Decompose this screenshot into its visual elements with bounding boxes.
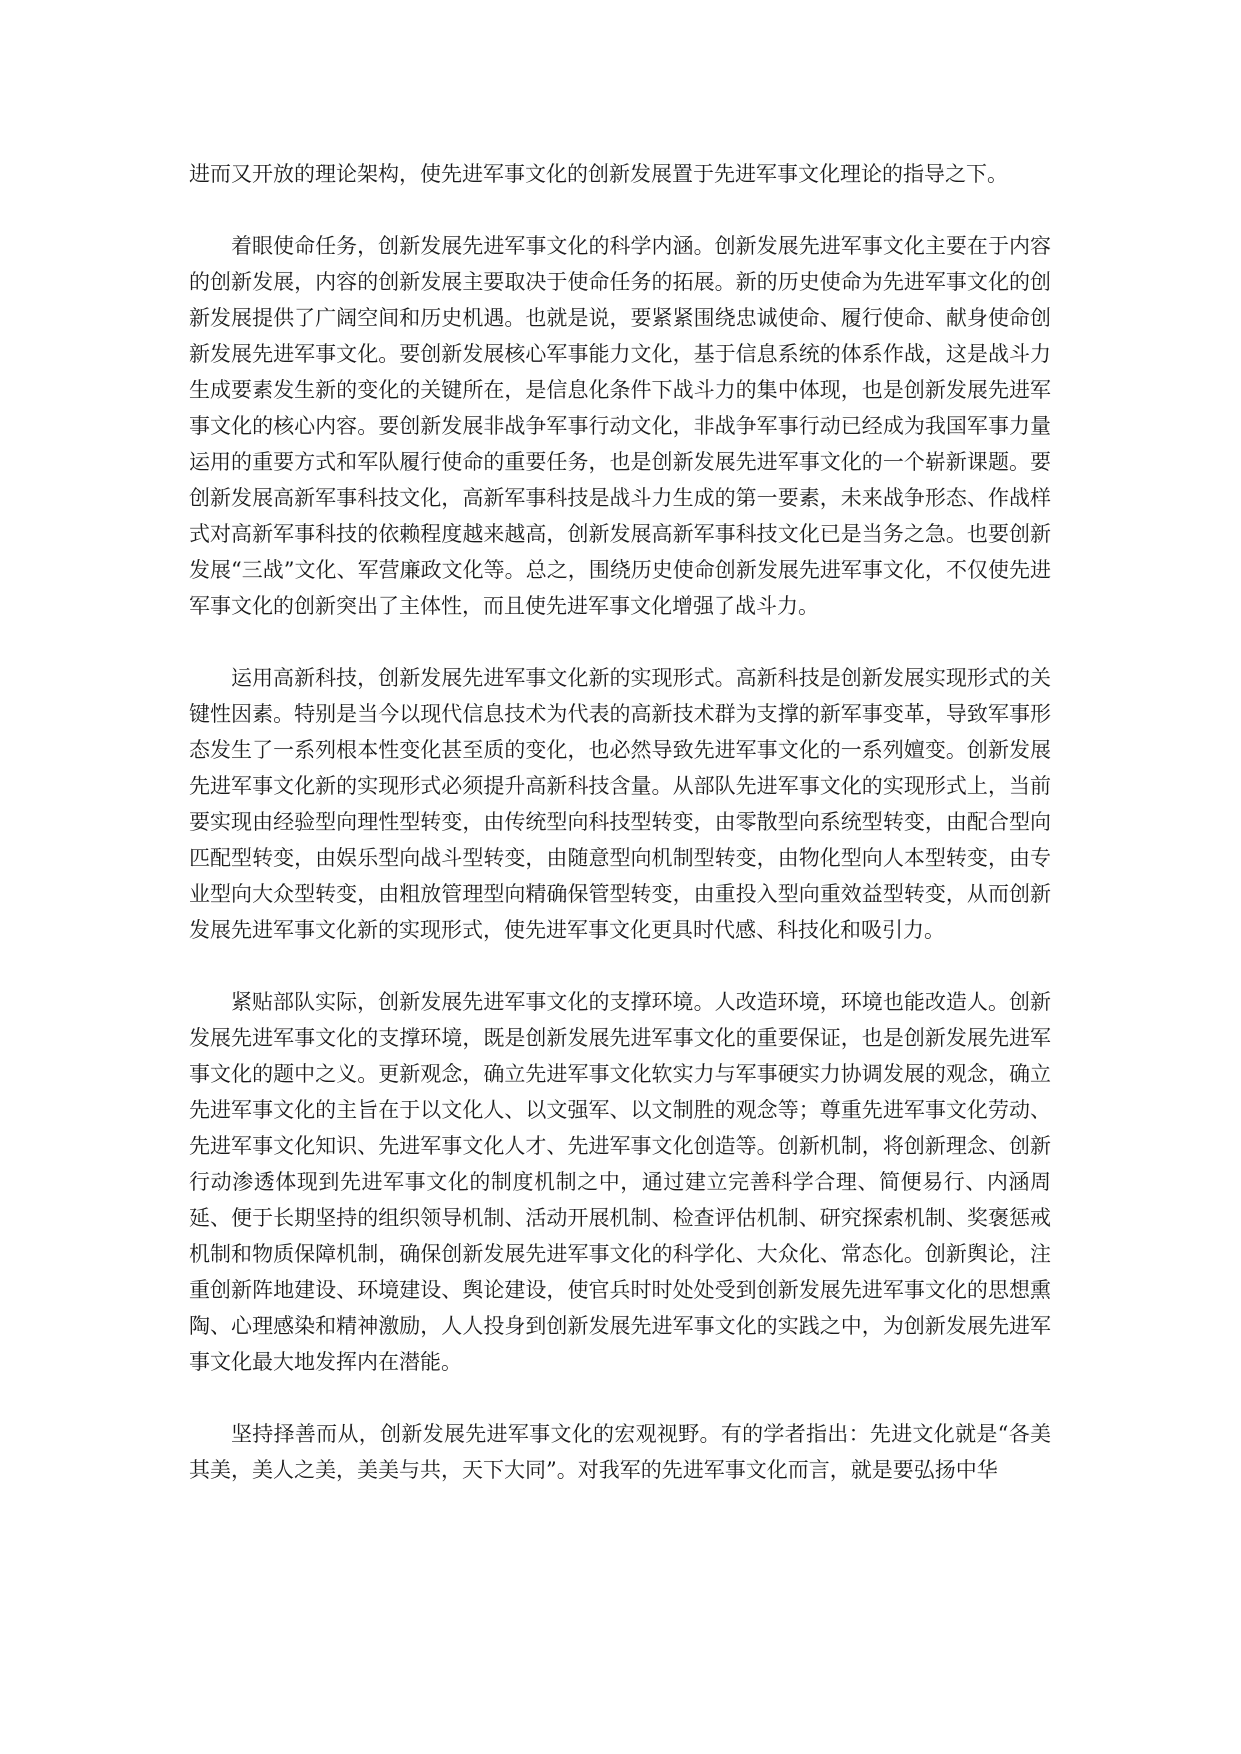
body-text (189, 156, 1051, 1524)
paragraph-high-tech: 运用高新科技，创新发展先进军事文化新的实现形式。高新科技是创新发展实现形式的关键性因素。特别是当今以现代信息技术为代表的高新技术群为支撑的新军事变革，导致军事形态发生了一系列根本性变化甚至质的变化，也必然导致先进军事文化的一系列嬗变。创新发展先进军事文化新的实现形式必须提升高新科技含量。从部队先进军事文化的实现形式上，当前要实现由经验型向理性型转变，由传统型向科技型转变，由零散型向系统型转变，由配合型向匹配型转变，由娱乐型向战斗型转变，由随意型向机制型转变，由物化型向人本型转变，由专业型向大众型转变，由粗放管理型向精确保管型转变，由重投入型向重效益型转变，从而创新发展先进军事文化新的实现形式，使先进军事文化更具时代感、科技化和吸引力。 (189, 666, 1051, 942)
paragraph-macro-vision: 坚持择善而从，创新发展先进军事文化的宏观视野。有的学者指出：先进文化就是“各美其美，美人之美，美美与共，天下大同”。对我军的先进军事文化而言，就是要弘扬中华 (189, 1422, 1051, 1482)
paragraph-mission-tasks: 着眼使命任务，创新发展先进军事文化的科学内涵。创新发展先进军事文化主要在于内容的创新发展，内容的创新发展主要取决于使命任务的拓展。新的历史使命为先进军事文化的创新发展提供了广阔空间和历史机遇。也就是说，要紧紧围绕忠诚使命、履行使命、献身使命创新发展先进军事文化。要创新发展核心军事能力文化，基于信息系统的体系作战，这是战斗力生成要素发生新的变化的关键所在，是信息化条件下战斗力的集中体现，也是创新发展先进军事文化的核心内容。要创新发展非战争军事行动文化，非战争军事行动已经成为我国军事力量运用的重要方式和军队履行使命的重要任务，也是创新发展先进军事文化的一个崭新课题。要创新发展高新军事科技文化，高新军事科技是战斗力生成的第一要素，未来战争形态、作战样式对高新军事科技的依赖程度越来越高，创新发展高新军事科技文化已是当务之急。也要创新发展“三战”文化、军营廉政文化等。总之，围绕历史使命创新发展先进军事文化，不仅使先进军事文化的创新突出了主体性，而且使先进军事文化增强了战斗力。 (189, 234, 1051, 618)
paragraph-support-environment: 紧贴部队实际，创新发展先进军事文化的支撑环境。人改造环境，环境也能改造人。创新发展先进军事文化的支撑环境，既是创新发展先进军事文化的重要保证，也是创新发展先进军事文化的题中之义。更新观念，确立先进军事文化软实力与军事硬实力协调发展的观念，确立先进军事文化的主旨在于以文化人、以文强军、以文制胜的观念等；尊重先进军事文化劳动、先进军事文化知识、先进军事文化人才、先进军事文化创造等。创新机制，将创新理念、创新行动渗透体现到先进军事文化的制度机制之中，通过建立完善科学合理、简便易行、内涵周延、便于长期坚持的组织领导机制、活动开展机制、检查评估机制、研究探索机制、奖褒惩戒机制和物质保障机制，确保创新发展先进军事文化的科学化、大众化、常态化。创新舆论，注重创新阵地建设、环境建设、舆论建设，使官兵时时处处受到创新发展先进军事文化的思想熏陶、心理感染和精神激励，人人投身到创新发展先进军事文化的实践之中，为创新发展先进军事文化最大地发挥内在潜能。 (189, 990, 1051, 1374)
paragraph-continuation: 进而又开放的理论架构，使先进军事文化的创新发展置于先进军事文化理论的指导之下。 (189, 162, 1008, 186)
